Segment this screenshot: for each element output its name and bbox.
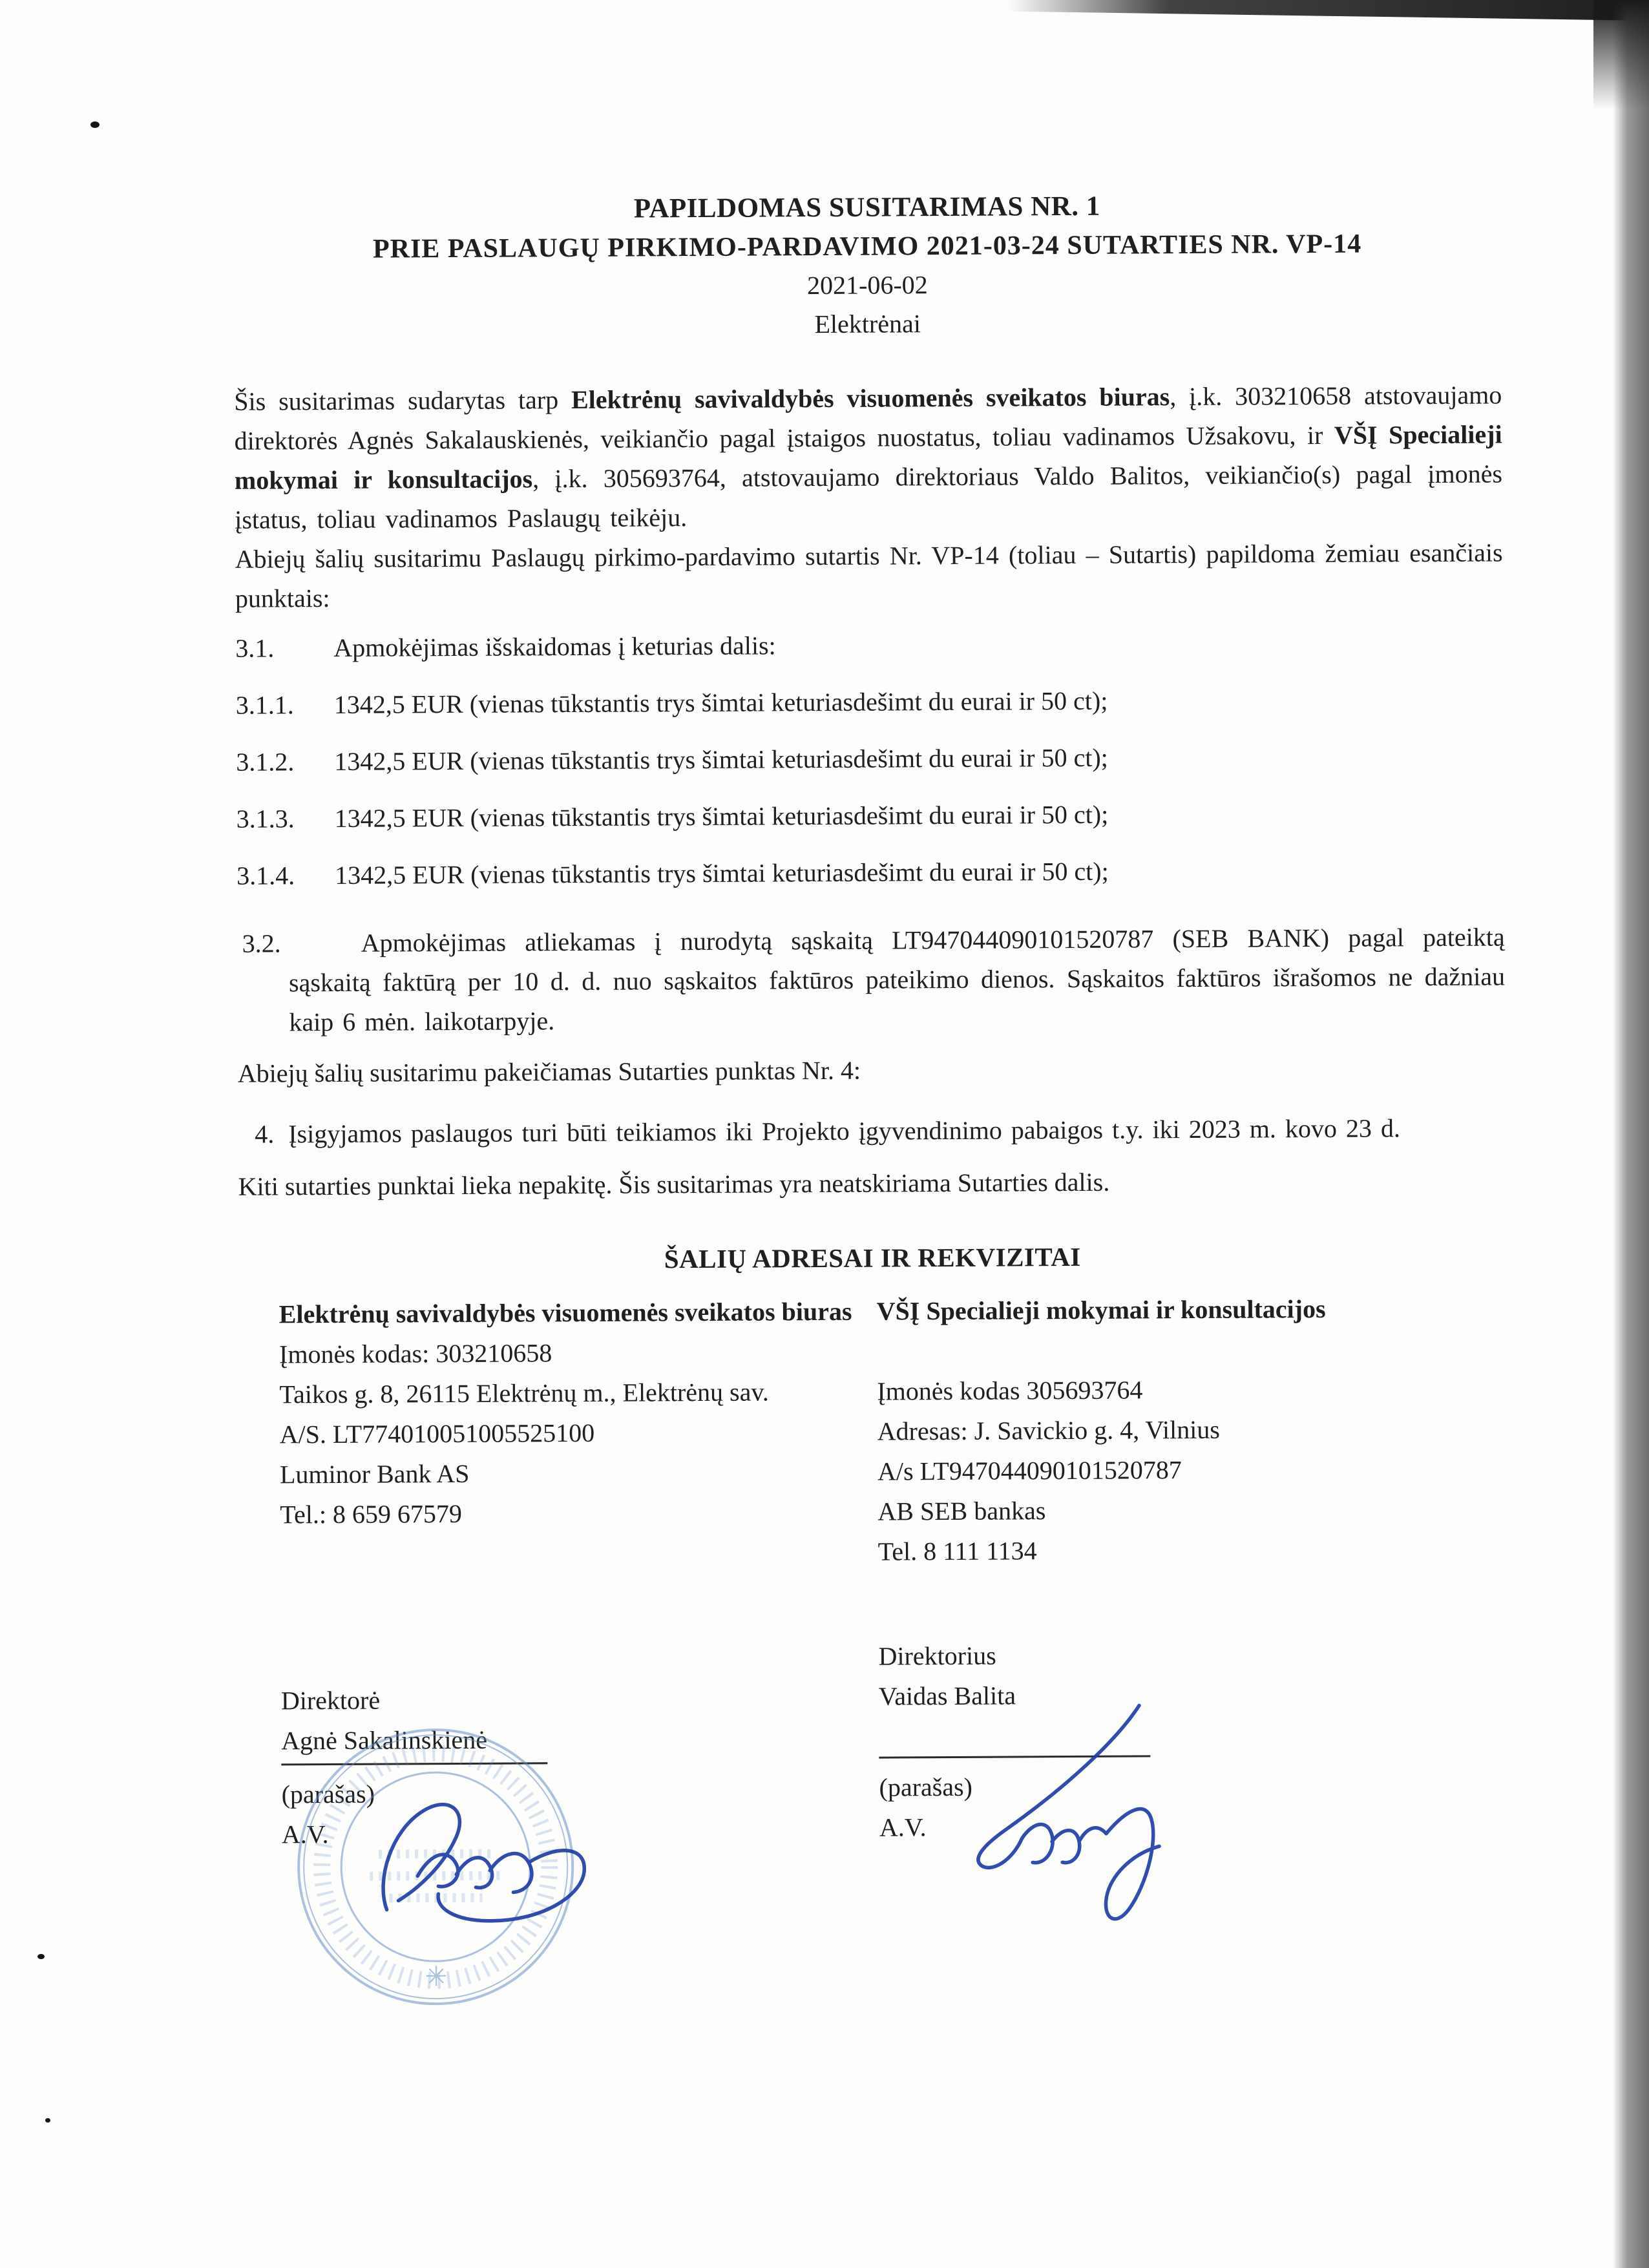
signature-block-right [878, 1635, 1151, 1847]
signature-caption: (parašas) [281, 1779, 375, 1809]
scan-edge-right [1613, 0, 1649, 2268]
scan-edge-corner [1593, 0, 1649, 110]
party-a-address: Taikos g. 8, 26115 Elektrėnų m., Elektrėnų sav. [279, 1377, 769, 1409]
clause-text: Apmokėjimas atliekamas į nurodytą sąskaitą LT947044090101520787 (SEB BANK) pagal pateiktą sąskaitą faktūrą per 10 d. d. nuo sąskaitos faktūros pateikimo dienos. Sąskaitos faktūros išrašomos ne dažniau kaip 6 mėn. laikotarpyje. [288, 922, 1506, 1037]
clause-row-3-1 [235, 622, 1503, 667]
intro-segment: Šis susitarimas sudarytas tarp [234, 385, 572, 416]
party-a-account: A/S. LT774010051005525100 [279, 1418, 595, 1449]
scan-artifact-speck [37, 1954, 45, 1959]
signer-title: Direktorius [878, 1641, 996, 1671]
document-body [233, 185, 1510, 1924]
document-title-line2: PRIE PASLAUGŲ PIRKIMO-PARDAVIMO 2021-03-24 SUTARTIES NR. VP-14 [372, 229, 1362, 264]
clause-row-3-1-2 [236, 735, 1504, 781]
clause-text: 1342,5 EUR (vienas tūkstantis trys šimtai keturiasdešimt du eurai ir 50 ct); [335, 856, 1109, 890]
svg-text:✳: ✳ [425, 1962, 448, 1993]
party-b-company-code: Įmonės kodas 305693764 [877, 1375, 1143, 1406]
signer-title: Direktorė [280, 1685, 381, 1716]
clause-number: 3.1.2. [236, 747, 295, 777]
document-title-line1: PAPILDOMAS SUSITARIMAS NR. 1 [633, 191, 1100, 224]
party-b-bank: AB SEB bankas [877, 1496, 1046, 1526]
amendment-intro-paragraph: Abiejų šalių susitarimu Paslaugų pirkimo-pardavimo sutartis Nr. VP-14 (toliau – Sutartis) papildoma žemiau esančiais punktais: [235, 538, 1503, 613]
clause-text: 1342,5 EUR (vienas tūkstantis trys šimtai keturiasdešimt du eurai ir 50 ct); [334, 799, 1109, 833]
scan-artifact-speck [45, 2118, 50, 2123]
intro-paragraph [234, 375, 1502, 539]
intro-segment: , į.k. 303210658 atstovaujamo direktorės Agnės Sakalauskienės, veikiančio pagal įstaigos nuostatus, toliau vadinamos Užsakovu, ir [234, 380, 1502, 456]
clause-number: 3.1.1. [235, 690, 294, 720]
scan-artifact-speck [90, 121, 100, 128]
clause-row-4 [238, 1108, 1506, 1153]
clause-text: 1342,5 EUR (vienas tūkstantis trys šimtai keturiasdešimt du eurai ir 50 ct); [333, 686, 1108, 719]
document-date: 2021-06-02 [806, 270, 928, 300]
party-b-requisites [877, 1288, 1486, 1572]
intro-segment: , į.k. 305693764, atstovaujamo direktoriaus Valdo Balitos, veikiančio(s) pagal įmonės įstatus, toliau vadinamos Paslaugų teikėju. [235, 459, 1503, 534]
signature-line [281, 1762, 547, 1765]
clause-text: Įsigyjamos paslaugos turi būti teikiamos iki Projekto įgyvendinimo pabaigos t.y. iki 2023 m. kovo 23 d. [288, 1113, 1400, 1149]
party-b-phone: Tel. 8 111 1134 [877, 1536, 1037, 1566]
party-b-name: VŠĮ Specialieji mokymai ir konsultacijos [234, 419, 1502, 495]
signer-name: Agnė Sakalinskienė [281, 1725, 488, 1756]
clause-row-3-1-3 [236, 792, 1504, 838]
clause-number: 4. [255, 1119, 275, 1149]
requisites-heading: ŠALIŲ ADRESAI IR REKVIZITAI [664, 1241, 1081, 1274]
party-a-requisites-name: Elektrėnų savivaldybės visuomenės sveikatos biuras [278, 1296, 852, 1329]
document-place: Elektrėnai [814, 309, 921, 339]
party-b-address: Adresas: J. Savickio g. 4, Vilnius [877, 1414, 1220, 1446]
clause-row-3-1-1 [236, 678, 1504, 724]
clause-row-3-2 [237, 917, 1506, 1042]
title-block [233, 185, 1502, 347]
clause-number: 3.2. [242, 929, 281, 958]
party-a-company-code: Įmonės kodas: 303210658 [278, 1338, 552, 1369]
clause-number: 3.1. [235, 633, 275, 663]
clause-row-3-1-4 [236, 849, 1504, 895]
clause-text: Apmokėjimas išskaidomas į keturias dalis: [333, 631, 776, 662]
party-a-bank: Luminor Bank AS [279, 1458, 470, 1489]
clause-text: 1342,5 EUR (vienas tūkstantis trys šimtai keturiasdešimt du eurai ir 50 ct); [334, 742, 1108, 776]
amendment-clause4-intro: Abiejų šalių susitarimu pakeičiamas Sutarties punktas Nr. 4: [237, 1055, 861, 1088]
signer-name: Vaidas Balita [878, 1681, 1016, 1711]
requisites-columns [239, 1288, 1508, 1575]
clause-number: 3.1.4. [236, 861, 295, 890]
party-a-requisites [279, 1292, 865, 1575]
party-b-account: A/s LT947044090101520787 [877, 1455, 1182, 1486]
signature-area [240, 1633, 1509, 1924]
clause-number: 3.1.3. [236, 804, 295, 834]
closing-paragraph: Kiti sutarties punktai lieka nepakitę. Šis susitarimas yra neatskiriama Sutarties dalis. [238, 1167, 1110, 1201]
signature-line [879, 1755, 1150, 1758]
party-b-requisites-name: VŠĮ Specialieji mokymai ir konsultacijos [876, 1294, 1326, 1326]
signature-caption: (parašas) [879, 1772, 973, 1802]
party-a-name: Elektrėnų savivaldybės visuomenės sveikatos biuras [571, 382, 1170, 415]
seal-note: A.V. [879, 1812, 927, 1842]
seal-note: A.V. [281, 1820, 329, 1849]
party-a-phone: Tel.: 8 659 67579 [280, 1498, 463, 1529]
signature-block-left [281, 1679, 548, 1854]
